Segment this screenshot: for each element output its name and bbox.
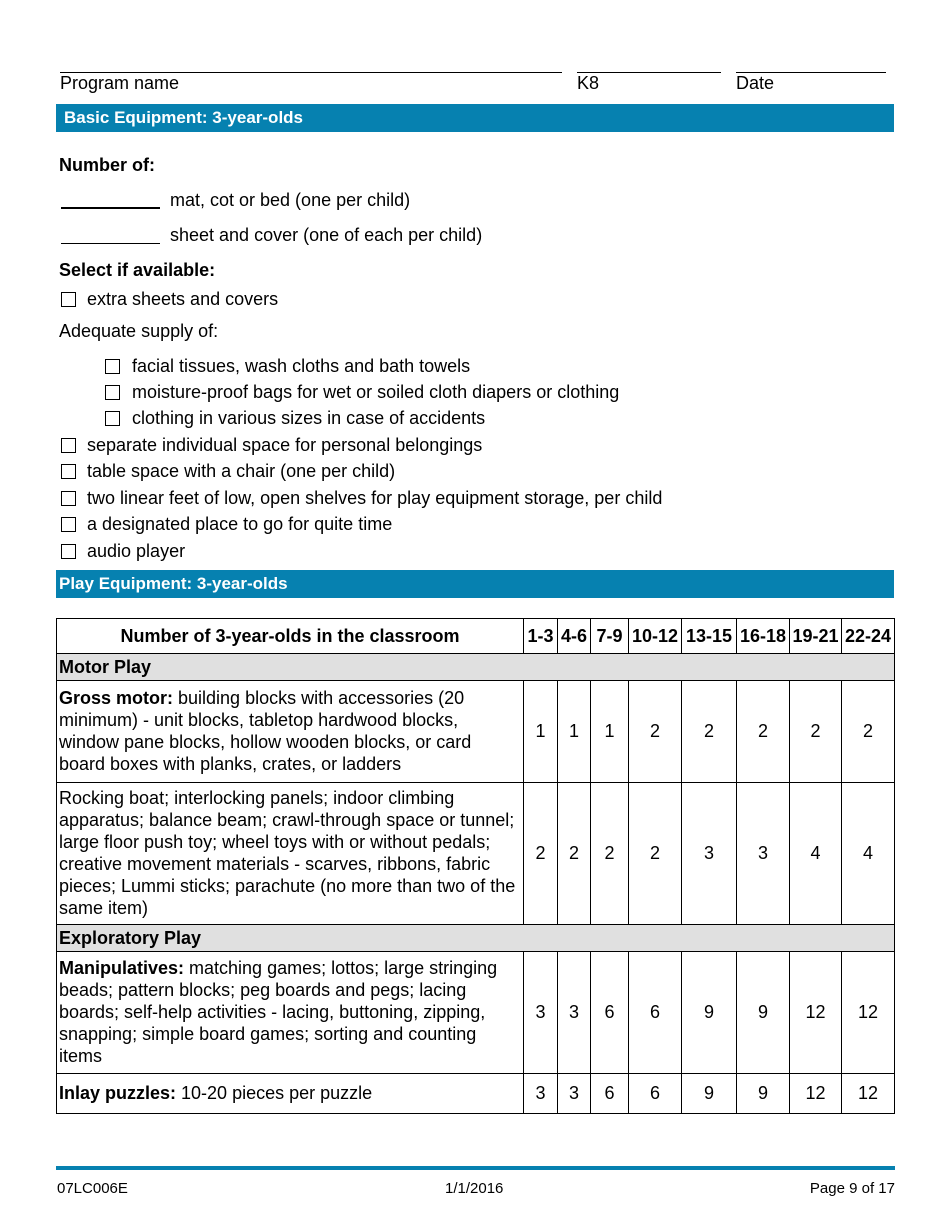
table-cell: 9	[682, 952, 737, 1074]
audio-player-label: audio player	[87, 541, 186, 561]
category-label: Exploratory Play	[57, 925, 895, 952]
quiet-place-label: a designated place to go for quite time	[87, 514, 393, 534]
table-cell: 6	[629, 952, 682, 1074]
table-cell: 3	[558, 1074, 591, 1114]
row-description	[57, 681, 524, 783]
sheet-count-label: sheet and cover (one of each per child)	[170, 225, 483, 245]
table-cell: 2	[629, 681, 682, 783]
select-available-label: Select if available:	[59, 260, 216, 280]
column-header: 19-21	[790, 619, 842, 654]
table-cell: 2	[558, 783, 591, 925]
shelves-label: two linear feet of low, open shelves for play equipment storage, per child	[87, 488, 663, 508]
table-cell: 6	[591, 952, 629, 1074]
table-cell: 2	[524, 783, 558, 925]
number-of-label: Number of:	[59, 155, 155, 175]
table-cell: 1	[591, 681, 629, 783]
k8-label: K8	[577, 73, 600, 93]
table-cell: 2	[591, 783, 629, 925]
column-header: 10-12	[629, 619, 682, 654]
row-description	[57, 952, 524, 1074]
table-row	[57, 952, 895, 1074]
program-name-label: Program name	[60, 73, 180, 93]
table-cell: 4	[842, 783, 895, 925]
table-cell: 2	[790, 681, 842, 783]
table-row	[57, 783, 895, 925]
table-cell: 1	[558, 681, 591, 783]
table-cell: 3	[558, 952, 591, 1074]
column-header: 13-15	[682, 619, 737, 654]
category-row-motor-play	[57, 654, 895, 681]
table-cell: 9	[682, 1074, 737, 1114]
belongings-space-label: separate individual space for personal belongings	[87, 435, 483, 455]
table-cell: 12	[842, 1074, 895, 1114]
moisture-bags-checkbox[interactable]	[105, 385, 120, 400]
category-row-exploratory-play	[57, 925, 895, 952]
belongings-space-checkbox[interactable]	[61, 438, 76, 453]
extra-sheets-label: extra sheets and covers	[87, 289, 279, 309]
basic-equipment-header	[56, 104, 894, 132]
table-cell: 9	[737, 1074, 790, 1114]
table-row	[57, 1074, 895, 1114]
shelves-checkbox[interactable]	[61, 491, 76, 506]
basic-equipment-title: Basic Equipment: 3-year-olds	[64, 108, 304, 127]
table-cell: 9	[737, 952, 790, 1074]
table-header-label: Number of 3-year-olds in the classroom	[57, 619, 524, 654]
column-header: 1-3	[524, 619, 558, 654]
row-description	[57, 783, 524, 925]
row-text: matching games; lottos; large stringing beads; pattern blocks; peg boards and pegs; lacing boards; self-help activities - lacing, buttoning, zipping, snapping; simple board games; sorting and counting items	[59, 958, 498, 1066]
table-cell: 2	[842, 681, 895, 783]
table-cell: 3	[524, 1074, 558, 1114]
row-text: building blocks with accessories (20 minimum) - unit blocks, tabletop hardwood blocks, window pane blocks, hollow wooden blocks, or card board boxes with planks, crates, or ladders	[59, 688, 472, 774]
footer-form-code: 07LC006E	[57, 1180, 128, 1197]
table-cell: 4	[790, 783, 842, 925]
date-label: Date	[736, 73, 775, 93]
row-text: 10-20 pieces per puzzle	[176, 1083, 373, 1103]
table-cell: 2	[682, 681, 737, 783]
table-cell: 1	[524, 681, 558, 783]
footer-page-number: Page 9 of 17	[809, 1180, 895, 1197]
adequate-supply-label: Adequate supply of:	[59, 321, 219, 341]
row-description	[57, 1074, 524, 1114]
table-space-checkbox[interactable]	[61, 464, 76, 479]
table-row	[57, 681, 895, 783]
table-cell: 3	[524, 952, 558, 1074]
table-cell: 12	[790, 952, 842, 1074]
extra-sheets-checkbox[interactable]	[61, 292, 76, 307]
tissues-label: facial tissues, wash cloths and bath towels	[132, 356, 471, 376]
table-cell: 3	[737, 783, 790, 925]
clothing-label: clothing in various sizes in case of accidents	[132, 408, 486, 428]
table-cell: 2	[737, 681, 790, 783]
mat-count-blank[interactable]	[61, 207, 160, 209]
table-header-row	[57, 619, 895, 654]
table-cell: 12	[842, 952, 895, 1074]
table-cell: 6	[629, 1074, 682, 1114]
mat-count-label: mat, cot or bed (one per child)	[170, 190, 411, 210]
column-header: 22-24	[842, 619, 895, 654]
column-header: 4-6	[558, 619, 591, 654]
play-equipment-table	[56, 618, 895, 1114]
table-cell: 12	[790, 1074, 842, 1114]
row-bold-label: Gross motor:	[59, 688, 174, 708]
play-equipment-header	[56, 570, 894, 598]
row-text: Rocking boat; interlocking panels; indoor climbing apparatus; balance beam; crawl-through space or tunnel; large floor push toy; wheel toys with or without pedals; creative movement materials - scarves, ribbons, fabric pieces; Lummi sticks; parachute (no more than two of the same item)	[59, 788, 516, 918]
table-space-label: table space with a chair (one per child)	[87, 461, 396, 481]
clothing-checkbox[interactable]	[105, 411, 120, 426]
moisture-bags-label: moisture-proof bags for wet or soiled cloth diapers or clothing	[132, 382, 620, 402]
row-bold-label: Inlay puzzles:	[59, 1083, 177, 1103]
sheet-count-blank[interactable]	[61, 243, 160, 244]
table-cell: 3	[682, 783, 737, 925]
column-header: 7-9	[591, 619, 629, 654]
table-cell: 2	[629, 783, 682, 925]
footer-date: 1/1/2016	[445, 1180, 504, 1197]
row-bold-label: Manipulatives:	[59, 958, 185, 978]
tissues-checkbox[interactable]	[105, 359, 120, 374]
quiet-place-checkbox[interactable]	[61, 517, 76, 532]
table-cell: 6	[591, 1074, 629, 1114]
column-header: 16-18	[737, 619, 790, 654]
audio-player-checkbox[interactable]	[61, 544, 76, 559]
category-label: Motor Play	[57, 654, 895, 681]
play-equipment-title: Play Equipment: 3-year-olds	[59, 574, 288, 593]
footer-rule	[56, 1166, 895, 1170]
